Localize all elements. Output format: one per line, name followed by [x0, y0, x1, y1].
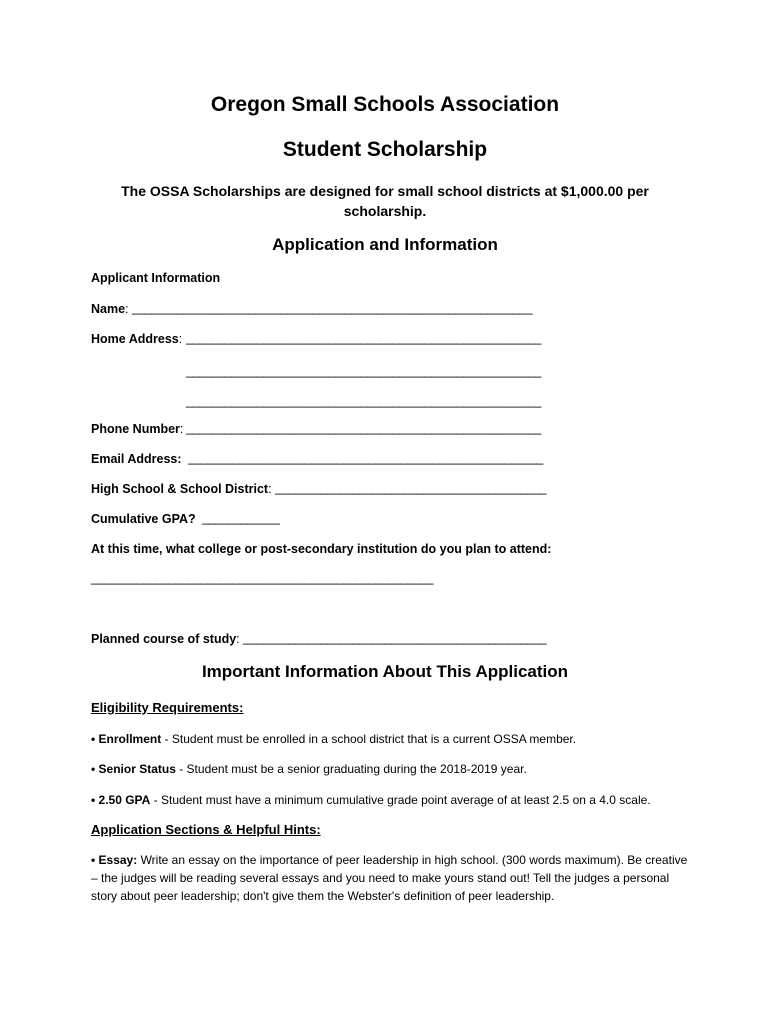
phone-field: Phone Number:	[91, 422, 184, 436]
document-title: Oregon Small Schools Association	[210, 93, 560, 116]
phone-label: Phone Number	[91, 422, 180, 436]
home-address-label: Home Address	[91, 332, 179, 346]
course-of-study-input-line[interactable]: _______________________________________________	[243, 631, 547, 645]
eligibility-item-gpa	[91, 791, 651, 809]
home-address-input-line-3[interactable]: _______________________________________________________	[186, 394, 541, 408]
eligibility-text: - Student must be enrolled in a school district that is a current OSSA member.	[161, 732, 577, 746]
name-input-line[interactable]: ______________________________________________________________	[132, 301, 533, 315]
eligibility-item-enrollment	[91, 730, 576, 748]
course-of-study-label: Planned course of study	[91, 632, 237, 646]
college-question: At this time, what college or post-secondary institution do you plan to attend:	[91, 542, 552, 556]
applicant-info-heading: Applicant Information	[91, 271, 221, 285]
eligibility-text: - Student must be a senior graduating during the 2018-2019 year.	[175, 762, 527, 776]
college-input-line[interactable]: _____________________________________________________	[91, 571, 433, 585]
eligibility-text: - Student must have a minimum cumulative grade point average of at least 2.5 on a 4.0 scale.	[150, 793, 651, 807]
essay-hint	[91, 851, 691, 905]
eligibility-term: • Enrollment	[91, 732, 162, 746]
email-label: Email Address:	[91, 452, 182, 466]
school-district-input-line[interactable]: __________________________________________	[275, 481, 546, 495]
eligibility-term: • 2.50 GPA	[91, 793, 151, 807]
phone-input-line[interactable]: _______________________________________________________	[186, 421, 541, 435]
eligibility-item-senior-status	[91, 760, 527, 778]
essay-term: • Essay:	[91, 853, 138, 867]
home-address-field: Home Address:	[91, 332, 183, 346]
school-district-field: High School & School District:	[91, 482, 272, 496]
document-subtitle: Student Scholarship	[282, 138, 488, 161]
email-input-line[interactable]: _______________________________________________________	[188, 451, 543, 465]
name-label: Name	[91, 302, 126, 316]
intro-text: The OSSA Scholarships are designed for small school districts at $1,000.00 per scholarship.	[121, 183, 649, 219]
application-section-title: Application and Information	[272, 235, 498, 254]
gpa-label: Cumulative GPA?	[91, 512, 196, 526]
name-field: Name:	[91, 302, 129, 316]
eligibility-term: • Senior Status	[91, 762, 176, 776]
essay-text: Write an essay on the importance of peer leadership in high school. (300 words maximum). Be creative – the judges will be reading several essays and you need to make yours stand out! Tell the judges a personal story about peer leadership; don't give them the Webster's definition of peer leadership.	[91, 853, 688, 903]
course-of-study-field: Planned course of study:	[91, 632, 240, 646]
gpa-input-line[interactable]: ____________	[202, 511, 280, 525]
eligibility-heading: Eligibility Requirements:	[91, 700, 244, 715]
home-address-input-line-1[interactable]: _______________________________________________________	[186, 331, 541, 345]
school-district-label: High School & School District	[91, 482, 269, 496]
important-info-title: Important Information About This Application	[201, 662, 569, 681]
home-address-input-line-2[interactable]: _______________________________________________________	[186, 364, 541, 378]
sections-hints-heading: Application Sections & Helpful Hints:	[91, 822, 321, 837]
